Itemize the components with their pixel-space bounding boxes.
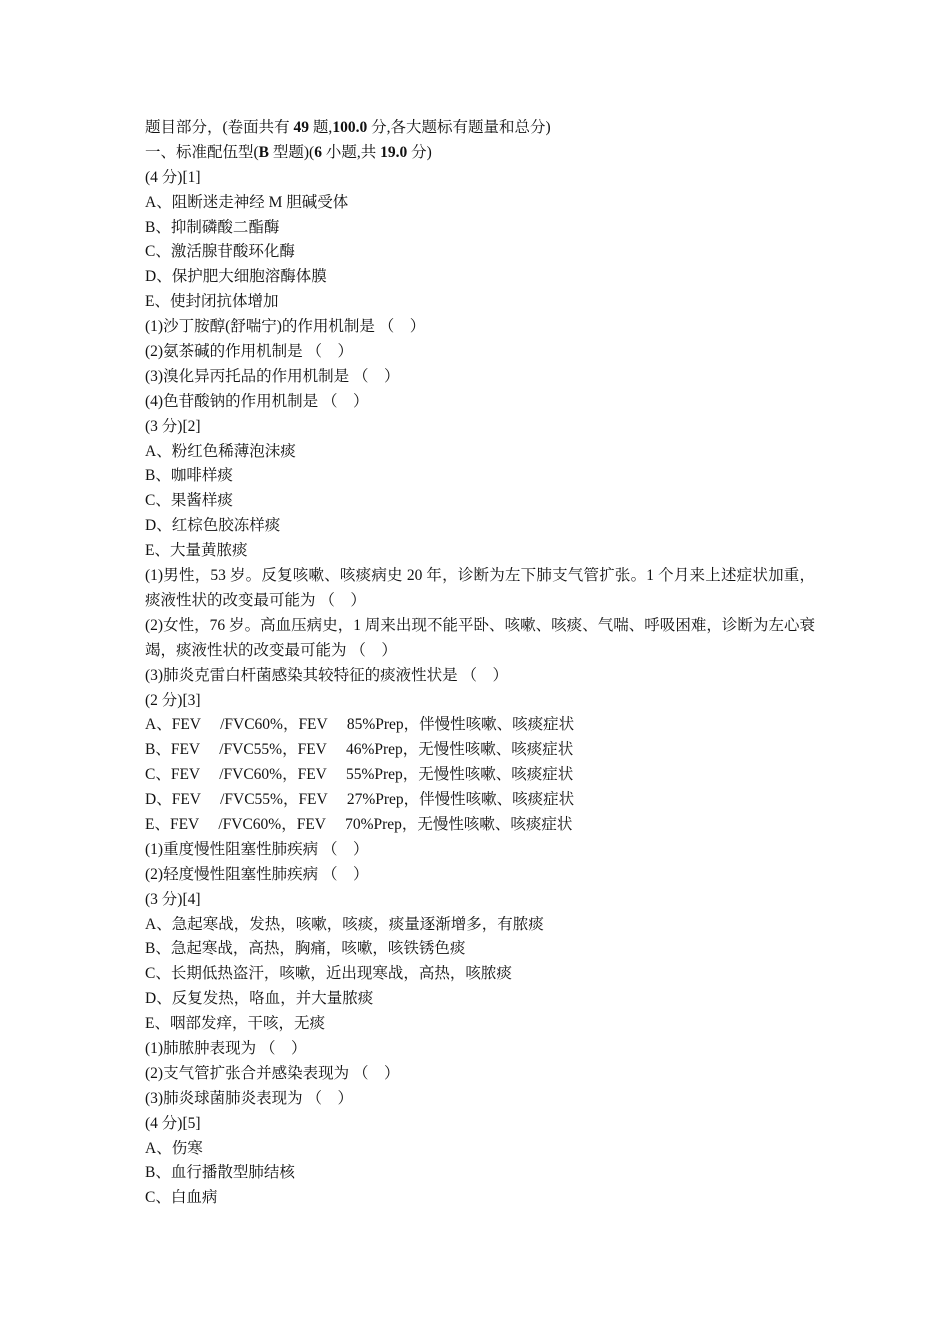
answer-option: D、FEV /FVC55%，FEV 27%Prep，伴慢性咳嗽、咳痰症状 xyxy=(145,791,575,809)
sub-question: (1)重度慢性阻塞性肺疾病 （ ） xyxy=(145,840,369,858)
section-text: 小题,共 xyxy=(321,143,381,161)
answer-option: A、伤寒 xyxy=(145,1139,203,1157)
answer-option: E、大量黄脓痰 xyxy=(145,542,248,560)
section-text: 分) xyxy=(407,143,432,161)
sub-question: (3)肺炎克雷白杆菌感染其较特征的痰液性状是 （ ） xyxy=(145,666,508,684)
header-text: 分,各大题标有题量和总分) xyxy=(367,119,551,136)
sub-question: (1)男性，53 岁。反复咳嗽、咳痰病史 20 年，诊断为左下肺支气管扩张。1 个月来上述症状加重，痰液性状的改变最可能为 （ ） xyxy=(145,567,815,609)
answer-option: E、FEV /FVC60%，FEV 70%Prep，无慢性咳嗽、咳痰症状 xyxy=(145,816,573,833)
answer-option: B、血行播散型肺结核 xyxy=(145,1164,295,1182)
answer-option: B、FEV /FVC55%，FEV 46%Prep，无慢性咳嗽、咳痰症状 xyxy=(145,741,574,759)
header-question-count: 49 xyxy=(293,119,310,136)
document-body xyxy=(145,116,815,1211)
sub-question: (4)色苷酸钠的作用机制是 （ ） xyxy=(145,392,369,410)
answer-option: D、反复发热，咯血，并大量脓痰 xyxy=(145,990,374,1008)
question-score-label: (4 分)[5] xyxy=(145,1114,201,1132)
answer-option: D、红棕色胶冻样痰 xyxy=(145,517,281,535)
answer-option: C、长期低热盗汗，咳嗽，近出现寒战，高热，咳脓痰 xyxy=(145,965,512,983)
answer-option: A、急起寒战，发热，咳嗽，咳痰，痰量逐渐增多，有脓痰 xyxy=(145,915,544,933)
section-score: 19.0 xyxy=(380,143,408,161)
section-type: B xyxy=(258,143,270,161)
sub-question: (3)溴化异丙托品的作用机制是 （ ） xyxy=(145,367,400,385)
answer-option: E、咽部发痒，干咳，无痰 xyxy=(145,1015,325,1033)
section-text: 一、标准配伍型( xyxy=(145,143,259,161)
question-score-label: (3 分)[2] xyxy=(145,417,201,435)
sub-question: (2)氨茶碱的作用机制是 （ ） xyxy=(145,343,353,361)
section-title xyxy=(145,141,815,166)
sub-question: (3)肺炎球菌肺炎表现为 （ ） xyxy=(145,1089,353,1107)
answer-option: B、咖啡样痰 xyxy=(145,467,233,485)
question-score-label: (4 分)[1] xyxy=(145,168,201,186)
answer-option: E、使封闭抗体增加 xyxy=(145,293,279,311)
answer-option: B、急起寒战，高热，胸痛，咳嗽，咳铁锈色痰 xyxy=(145,940,466,958)
answer-option: C、激活腺苷酸环化酶 xyxy=(145,243,295,261)
section-text: 型题)( xyxy=(269,143,315,161)
answer-option: C、白血病 xyxy=(145,1189,218,1207)
question-score-label: (3 分)[4] xyxy=(145,890,201,908)
section-question-count: 6 xyxy=(314,143,322,161)
sub-question: (2)轻度慢性阻塞性肺疾病 （ ） xyxy=(145,865,369,883)
answer-option: C、果酱样痰 xyxy=(145,492,233,510)
sub-question: (1)沙丁胺醇(舒喘宁)的作用机制是 （ ） xyxy=(145,318,426,336)
sub-question: (2)支气管扩张合并感染表现为 （ ） xyxy=(145,1064,400,1082)
header-text: 题, xyxy=(309,119,333,136)
answer-option: A、FEV /FVC60%，FEV 85%Prep，伴慢性咳嗽、咳痰症状 xyxy=(145,716,575,734)
answer-option: A、粉红色稀薄泡沫痰 xyxy=(145,442,296,460)
header-text: 题目部分，(卷面共有 xyxy=(145,119,294,136)
answer-option: D、保护肥大细胞溶酶体膜 xyxy=(145,268,327,286)
answer-option: B、抑制磷酸二酯酶 xyxy=(145,218,280,236)
sub-question: (2)女性，76 岁。高血压病史，1 周来出现不能平卧、咳嗽、咳痰、气喘、呼吸困难，诊断为左心衰竭，痰液性状的改变最可能为 （ ） xyxy=(145,616,815,659)
header-total-score: 100.0 xyxy=(332,119,368,136)
question-score-label: (2 分)[3] xyxy=(145,691,201,709)
sub-question: (1)肺脓肿表现为 （ ） xyxy=(145,1040,307,1058)
answer-option: A、阻断迷走神经 M 胆碱受体 xyxy=(145,193,349,211)
answer-option: C、FEV /FVC60%，FEV 55%Prep，无慢性咳嗽、咳痰症状 xyxy=(145,766,574,784)
paper-header xyxy=(145,116,815,141)
